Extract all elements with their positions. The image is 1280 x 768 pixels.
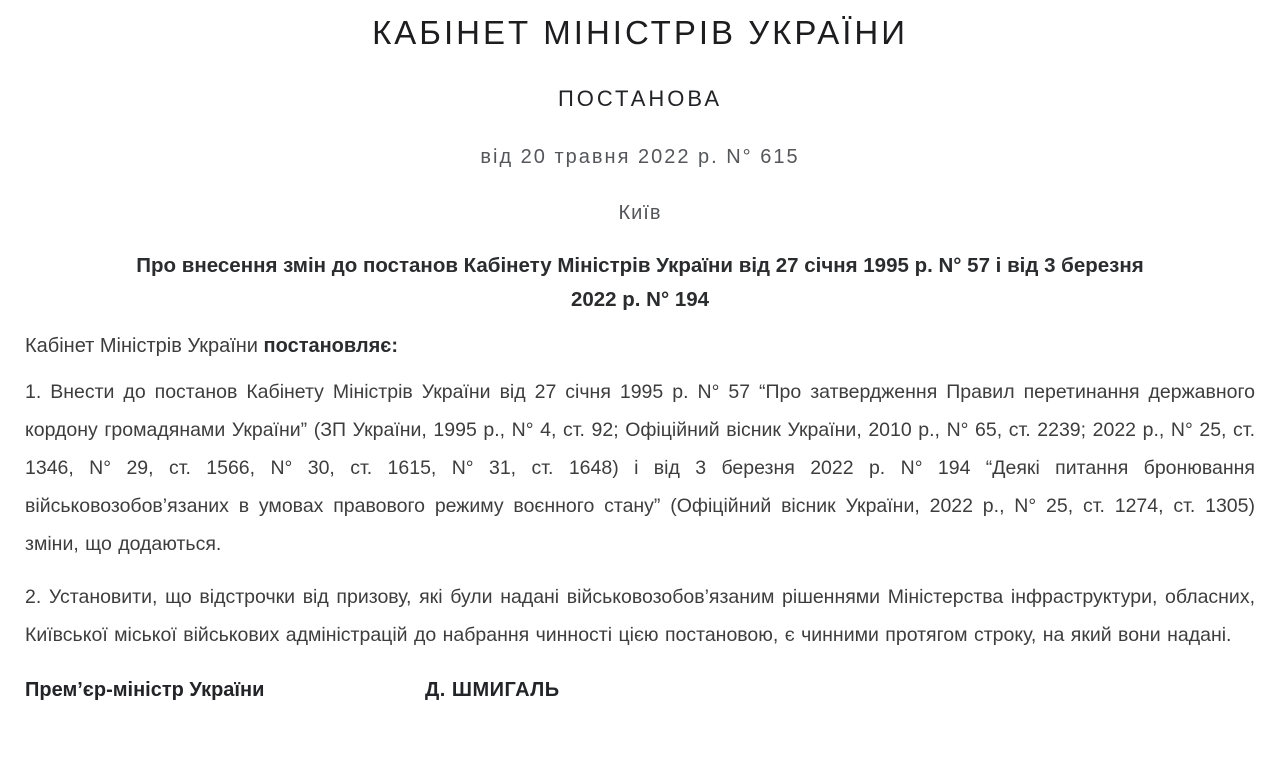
document-date-number: від 20 травня 2022 р. N° 615: [480, 146, 800, 168]
body-paragraph-2: 2. Установити, що відстрочки від призову, які були надані військовозобов’язаним рішеннями Міністерства інфраструктури, обласних, Київської міської військових адміністрацій до набрання чинності цією постановою, є чинними протягом строку, на який вони надані.: [25, 586, 1255, 646]
body-paragraph-1: 1. Внести до постанов Кабінету Міністрів України від 27 січня 1995 р. N° 57 “Про затвердження Правил перетинання державного кордону громадянами України” (ЗП України, 1995 р., N° 4, ст. 92; Офіційний вісник України, 2010 р., N° 65, ст. 2239; 2022 р., N° 25, ст. 1346, N° 29, ст. 1566, N° 30, ст. 1615, N° 31, ст. 1648) і від 3 березня 2022 р. N° 194 “Деякі питання бронювання військовозобов’язаних в умовах правового режиму воєнного стану” (Офіційний вісник України, 2022 р., N° 25, ст. 1274, ст. 1305) зміни, що додаються.: [25, 381, 1255, 555]
preamble: [25, 334, 1255, 358]
document-type-heading: ПОСТАНОВА: [557, 86, 723, 111]
document-subject-line-1: Про внесення змін до постанов Кабінету Міністрів України від 27 січня 1995 р. N° 57 і від 3 березня: [136, 254, 1144, 277]
signature-name: Д. ШМИГАЛЬ: [425, 679, 560, 701]
organization-name: КАБІНЕТ МІНІСТРІВ УКРАЇНИ: [372, 14, 908, 51]
document-subject: [98, 249, 1183, 317]
document-subject-line-2: 2022 р. N° 194: [570, 288, 710, 311]
preamble-lead: Кабінет Міністрів України: [25, 335, 264, 357]
signature-row: [25, 678, 1255, 702]
preamble-verb: постановляє:: [263, 335, 399, 357]
document-city: Київ: [618, 202, 662, 224]
signature-title: Прем’єр-міністр України: [25, 679, 265, 701]
